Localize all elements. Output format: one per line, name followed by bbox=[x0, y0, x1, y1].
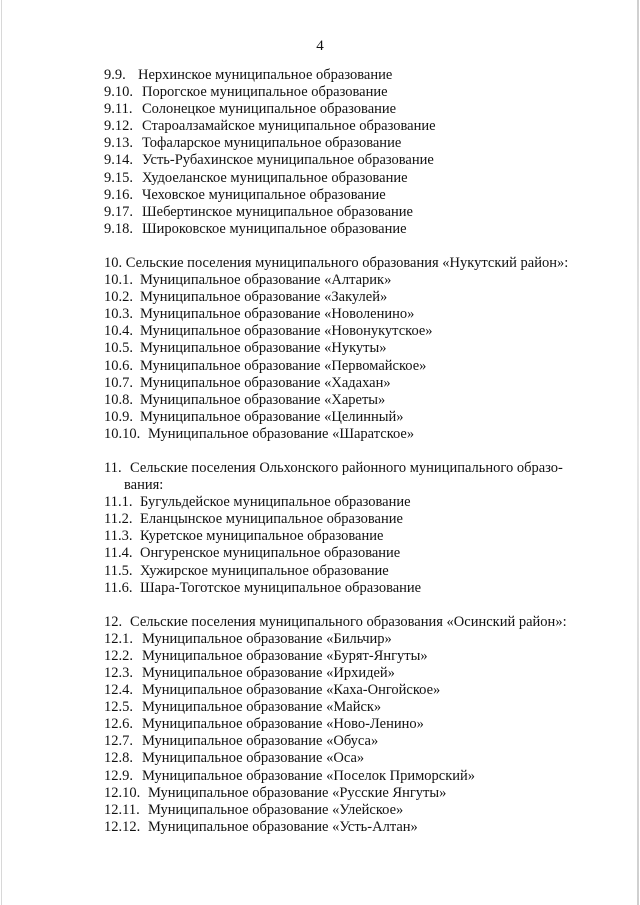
list-item bbox=[104, 648, 604, 665]
section-heading bbox=[104, 460, 604, 477]
section-gap bbox=[104, 597, 604, 614]
item-text: Куретское муниципальное образование bbox=[140, 528, 384, 545]
section-heading-continuation: вания: bbox=[124, 477, 164, 494]
list-item bbox=[104, 511, 604, 528]
item-text: Муниципальное образование «Оса» bbox=[142, 750, 365, 767]
item-text: Муниципальное образование «Новонукутское» bbox=[140, 323, 433, 340]
item-text: Шебертинское муниципальное образование bbox=[142, 203, 413, 220]
scan-edge-right bbox=[637, 0, 639, 905]
item-number: 10.1. bbox=[104, 272, 133, 289]
list-item bbox=[104, 682, 604, 699]
item-text: Нерхинское муниципальное образование bbox=[138, 67, 393, 83]
item-number: 9.17. bbox=[104, 203, 133, 220]
item-text: Муниципальное образование «Алтарик» bbox=[140, 272, 392, 289]
item-text: Муниципальное образование «Ирхидей» bbox=[142, 665, 395, 681]
page-number: 4 bbox=[316, 38, 324, 54]
list-item bbox=[104, 392, 604, 409]
item-text: Усть-Рубахинское муниципальное образование bbox=[142, 152, 434, 169]
item-text: Муниципальное образование «Бурят-Янгуты» bbox=[142, 647, 428, 664]
item-text: Солонецкое муниципальное образование bbox=[142, 101, 397, 118]
list-item bbox=[104, 426, 604, 443]
item-number: 12.1. bbox=[104, 630, 133, 647]
list-item bbox=[104, 221, 604, 238]
list-item bbox=[104, 494, 604, 511]
list-item bbox=[104, 528, 604, 545]
item-number: 11.5. bbox=[104, 562, 133, 579]
item-text: Муниципальное образование «Майск» bbox=[142, 699, 382, 716]
heading-text: Сельские поселения муниципального образования «Осинский район»: bbox=[130, 613, 567, 630]
item-text: Муниципальное образование «Хадахан» bbox=[140, 374, 391, 391]
item-text: Худоеланское муниципальное образование bbox=[142, 169, 408, 186]
list-item bbox=[104, 170, 604, 187]
document-body bbox=[104, 67, 604, 836]
list-item bbox=[104, 802, 604, 819]
item-text: Порогское муниципальное образование bbox=[142, 84, 388, 101]
list-item bbox=[104, 152, 604, 169]
list-item bbox=[104, 580, 604, 597]
list-item bbox=[104, 716, 604, 733]
item-number: 10.7. bbox=[104, 374, 133, 391]
list-item bbox=[104, 323, 604, 340]
scan-edge-left bbox=[1, 0, 2, 905]
heading-number: 12. bbox=[104, 613, 123, 630]
list-item bbox=[104, 135, 604, 152]
list-item bbox=[104, 340, 604, 357]
list-item bbox=[104, 768, 604, 785]
list-item bbox=[104, 204, 604, 221]
item-text: Муниципальное образование «Новоленино» bbox=[140, 306, 415, 323]
list-item bbox=[104, 665, 604, 682]
list-item bbox=[104, 409, 604, 426]
item-text: Тофаларское муниципальное образование bbox=[142, 135, 402, 152]
item-number: 9.12. bbox=[104, 118, 133, 135]
item-number: 10.2. bbox=[104, 289, 133, 306]
list-item bbox=[104, 84, 604, 101]
item-number: 10.8. bbox=[104, 391, 133, 408]
list-item bbox=[104, 187, 604, 204]
heading-number: 11. bbox=[104, 459, 122, 476]
section-heading bbox=[104, 614, 604, 631]
item-text: Широковское муниципальное образование bbox=[142, 220, 407, 237]
item-number: 12.4. bbox=[104, 682, 133, 699]
list-item bbox=[104, 289, 604, 306]
list-item bbox=[104, 101, 604, 118]
list-item bbox=[104, 358, 604, 375]
item-number: 9.9. bbox=[104, 67, 126, 83]
item-number: 10.10. bbox=[104, 425, 141, 442]
item-text: Муниципальное образование «Целинный» bbox=[140, 408, 404, 425]
item-number: 12.2. bbox=[104, 647, 133, 664]
item-text: Муниципальное образование «Нукуты» bbox=[140, 340, 387, 357]
item-text: Онгуренское муниципальное образование bbox=[140, 545, 401, 562]
item-number: 9.18. bbox=[104, 220, 133, 237]
list-item bbox=[104, 819, 604, 836]
item-text: Муниципальное образование «Обуса» bbox=[142, 733, 379, 750]
list-item bbox=[104, 118, 604, 135]
section-heading: 10. Сельские поселения муниципального образования «Нукутский район»: bbox=[104, 254, 569, 271]
item-number: 10.6. bbox=[104, 357, 133, 374]
list-item bbox=[104, 563, 604, 580]
item-text: Шара-Тоготское муниципальное образование bbox=[140, 579, 422, 596]
item-text: Муниципальное образование «Шаратское» bbox=[148, 425, 415, 442]
item-number: 12.9. bbox=[104, 767, 133, 784]
item-text: Староалзамайское муниципальное образование bbox=[142, 118, 436, 135]
item-number: 9.11. bbox=[104, 101, 133, 118]
section-9-list bbox=[104, 67, 604, 238]
list-item bbox=[104, 631, 604, 648]
list-item bbox=[104, 545, 604, 562]
item-text: Муниципальное образование «Первомайское» bbox=[140, 357, 427, 374]
item-text: Муниципальное образование «Поселок Приморский» bbox=[142, 767, 476, 784]
item-text: Муниципальное образование «Каха-Онгойское» bbox=[142, 682, 441, 699]
item-text: Муниципальное образование «Русские Янгуты» bbox=[148, 784, 447, 801]
item-number: 12.3. bbox=[104, 665, 133, 681]
item-number: 12.6. bbox=[104, 716, 133, 733]
section-11 bbox=[104, 460, 604, 597]
list-item bbox=[104, 67, 604, 84]
item-number: 12.5. bbox=[104, 699, 133, 716]
section-12 bbox=[104, 614, 604, 836]
item-number: 11.3. bbox=[104, 528, 133, 545]
item-number: 12.7. bbox=[104, 733, 133, 750]
heading-text: Сельские поселения Ольхонского районного муниципального образо- bbox=[130, 459, 563, 476]
item-text: Хужирское муниципальное образование bbox=[140, 562, 389, 579]
item-number: 12.11. bbox=[104, 801, 140, 818]
item-number: 9.10. bbox=[104, 84, 133, 101]
item-number: 10.3. bbox=[104, 306, 133, 323]
item-number: 12.12. bbox=[104, 818, 141, 835]
item-number: 10.4. bbox=[104, 323, 133, 340]
item-number: 9.15. bbox=[104, 169, 133, 186]
list-item bbox=[104, 272, 604, 289]
list-item bbox=[104, 733, 604, 750]
item-number: 9.16. bbox=[104, 186, 133, 203]
section-gap bbox=[104, 238, 604, 255]
item-number: 12.8. bbox=[104, 750, 133, 767]
list-item bbox=[104, 375, 604, 392]
item-number: 11.4. bbox=[104, 545, 133, 562]
item-text: Муниципальное образование «Улейское» bbox=[148, 801, 404, 818]
item-number: 11.2. bbox=[104, 511, 133, 528]
list-item bbox=[104, 785, 604, 802]
section-10 bbox=[104, 255, 604, 443]
list-item bbox=[104, 306, 604, 323]
item-text: Муниципальное образование «Бильчир» bbox=[142, 630, 392, 647]
item-text: Еланцынское муниципальное образование bbox=[140, 511, 403, 528]
item-number: 9.14. bbox=[104, 152, 133, 169]
list-item bbox=[104, 750, 604, 767]
item-text: Чеховское муниципальное образование bbox=[142, 186, 386, 203]
item-text: Муниципальное образование «Ново-Ленино» bbox=[142, 716, 424, 733]
list-item bbox=[104, 699, 604, 716]
item-number: 12.10. bbox=[104, 784, 141, 801]
item-text: Муниципальное образование «Закулей» bbox=[140, 289, 388, 306]
item-text: Муниципальное образование «Усть-Алтан» bbox=[148, 818, 418, 835]
item-number: 11.6. bbox=[104, 579, 133, 596]
item-number: 11.1. bbox=[104, 494, 133, 511]
item-number: 9.13. bbox=[104, 135, 133, 152]
item-number: 10.9. bbox=[104, 408, 133, 425]
section-gap bbox=[104, 443, 604, 460]
item-text: Муниципальное образование «Хареты» bbox=[140, 391, 386, 408]
item-number: 10.5. bbox=[104, 340, 133, 357]
item-text: Бугульдейское муниципальное образование bbox=[140, 494, 411, 511]
